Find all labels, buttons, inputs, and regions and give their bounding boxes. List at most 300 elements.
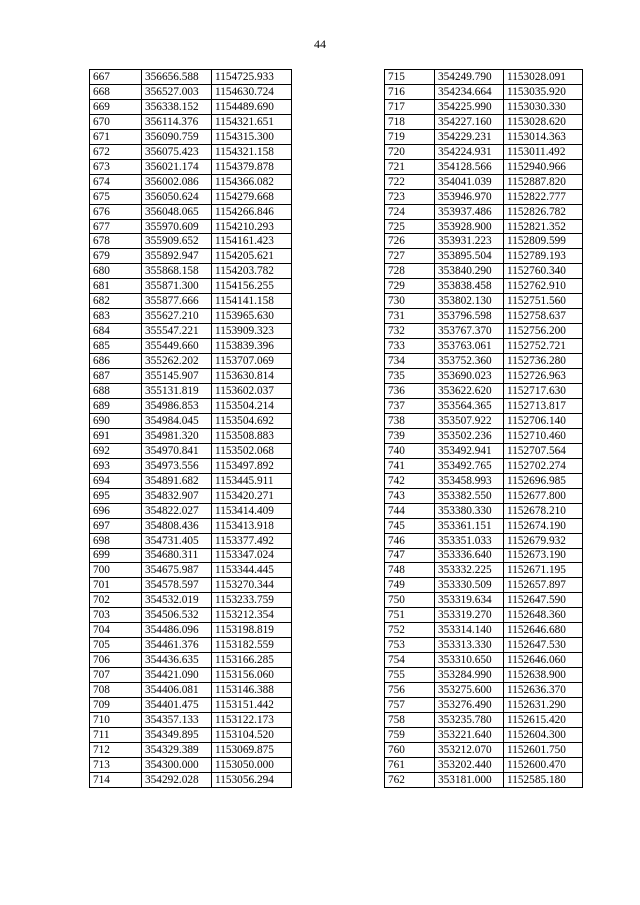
table-row bbox=[385, 458, 583, 473]
point-number-cell: 731 bbox=[385, 309, 435, 324]
point-number-cell: 725 bbox=[385, 219, 435, 234]
y-coordinate-cell: 1153445.911 bbox=[212, 473, 292, 488]
y-coordinate-cell: 1152707.564 bbox=[504, 443, 583, 458]
point-number-cell: 726 bbox=[385, 234, 435, 249]
table-row bbox=[385, 144, 583, 159]
point-number-cell: 682 bbox=[90, 294, 142, 309]
point-number-cell: 733 bbox=[385, 339, 435, 354]
y-coordinate-cell: 1152674.190 bbox=[504, 518, 583, 533]
table-row bbox=[385, 757, 583, 772]
table-row bbox=[385, 234, 583, 249]
x-coordinate-cell: 353928.900 bbox=[435, 219, 504, 234]
y-coordinate-cell: 1152713.817 bbox=[504, 398, 583, 413]
table-row bbox=[90, 443, 292, 458]
point-number-cell: 696 bbox=[90, 503, 142, 518]
table-row bbox=[90, 339, 292, 354]
table-row bbox=[385, 264, 583, 279]
table-row bbox=[385, 653, 583, 668]
x-coordinate-cell: 354984.045 bbox=[142, 413, 212, 428]
table-row bbox=[90, 144, 292, 159]
point-number-cell: 729 bbox=[385, 279, 435, 294]
x-coordinate-cell: 353492.765 bbox=[435, 458, 504, 473]
point-number-cell: 724 bbox=[385, 204, 435, 219]
point-number-cell: 727 bbox=[385, 249, 435, 264]
table-row bbox=[90, 593, 292, 608]
y-coordinate-cell: 1153347.024 bbox=[212, 548, 292, 563]
y-coordinate-cell: 1152671.195 bbox=[504, 563, 583, 578]
point-number-cell: 718 bbox=[385, 114, 435, 129]
y-coordinate-cell: 1152710.460 bbox=[504, 428, 583, 443]
point-number-cell: 690 bbox=[90, 413, 142, 428]
y-coordinate-cell: 1152636.370 bbox=[504, 683, 583, 698]
x-coordinate-cell: 353319.634 bbox=[435, 593, 504, 608]
point-number-cell: 744 bbox=[385, 503, 435, 518]
x-coordinate-cell: 353622.620 bbox=[435, 384, 504, 399]
x-coordinate-cell: 353284.990 bbox=[435, 668, 504, 683]
y-coordinate-cell: 1153630.814 bbox=[212, 369, 292, 384]
y-coordinate-cell: 1152600.470 bbox=[504, 757, 583, 772]
page-number: 44 bbox=[314, 37, 326, 51]
table-row bbox=[385, 324, 583, 339]
point-number-cell: 720 bbox=[385, 144, 435, 159]
table-row bbox=[90, 638, 292, 653]
table-row bbox=[90, 354, 292, 369]
y-coordinate-cell: 1152679.932 bbox=[504, 533, 583, 548]
y-coordinate-cell: 1153420.271 bbox=[212, 488, 292, 503]
y-coordinate-cell: 1152762.910 bbox=[504, 279, 583, 294]
x-coordinate-cell: 353181.000 bbox=[435, 772, 504, 787]
table-row bbox=[90, 413, 292, 428]
point-number-cell: 683 bbox=[90, 309, 142, 324]
table-row bbox=[90, 458, 292, 473]
table-row bbox=[385, 114, 583, 129]
y-coordinate-cell: 1152585.180 bbox=[504, 772, 583, 787]
table-row bbox=[90, 623, 292, 638]
point-number-cell: 756 bbox=[385, 683, 435, 698]
y-coordinate-cell: 1154279.668 bbox=[212, 189, 292, 204]
y-coordinate-cell: 1152736.280 bbox=[504, 354, 583, 369]
point-number-cell: 709 bbox=[90, 698, 142, 713]
y-coordinate-cell: 1153707.069 bbox=[212, 354, 292, 369]
y-coordinate-cell: 1152940.966 bbox=[504, 159, 583, 174]
point-number-cell: 691 bbox=[90, 428, 142, 443]
y-coordinate-cell: 1153377.492 bbox=[212, 533, 292, 548]
x-coordinate-cell: 354421.090 bbox=[142, 668, 212, 683]
y-coordinate-cell: 1154321.158 bbox=[212, 144, 292, 159]
x-coordinate-cell: 354225.990 bbox=[435, 99, 504, 114]
point-number-cell: 707 bbox=[90, 668, 142, 683]
point-number-cell: 719 bbox=[385, 129, 435, 144]
table-row bbox=[90, 264, 292, 279]
x-coordinate-cell: 356021.174 bbox=[142, 159, 212, 174]
y-coordinate-cell: 1153602.037 bbox=[212, 384, 292, 399]
table-row bbox=[385, 593, 583, 608]
x-coordinate-cell: 355868.158 bbox=[142, 264, 212, 279]
table-row bbox=[90, 503, 292, 518]
x-coordinate-cell: 354461.376 bbox=[142, 638, 212, 653]
y-coordinate-cell: 1152696.985 bbox=[504, 473, 583, 488]
y-coordinate-cell: 1153011.492 bbox=[504, 144, 583, 159]
point-number-cell: 694 bbox=[90, 473, 142, 488]
y-coordinate-cell: 1152604.300 bbox=[504, 727, 583, 742]
x-coordinate-cell: 355877.666 bbox=[142, 294, 212, 309]
x-coordinate-cell: 354822.027 bbox=[142, 503, 212, 518]
point-number-cell: 747 bbox=[385, 548, 435, 563]
point-number-cell: 722 bbox=[385, 174, 435, 189]
point-number-cell: 698 bbox=[90, 533, 142, 548]
x-coordinate-cell: 355262.202 bbox=[142, 354, 212, 369]
y-coordinate-cell: 1153028.091 bbox=[504, 70, 583, 85]
y-coordinate-cell: 1153050.000 bbox=[212, 757, 292, 772]
y-coordinate-cell: 1153122.173 bbox=[212, 712, 292, 727]
point-number-cell: 675 bbox=[90, 189, 142, 204]
point-number-cell: 687 bbox=[90, 369, 142, 384]
point-number-cell: 717 bbox=[385, 99, 435, 114]
table-row bbox=[385, 578, 583, 593]
x-coordinate-cell: 353382.550 bbox=[435, 488, 504, 503]
table-row bbox=[385, 174, 583, 189]
y-coordinate-cell: 1153156.060 bbox=[212, 668, 292, 683]
x-coordinate-cell: 354234.664 bbox=[435, 84, 504, 99]
y-coordinate-cell: 1152756.200 bbox=[504, 324, 583, 339]
point-number-cell: 697 bbox=[90, 518, 142, 533]
x-coordinate-cell: 354973.556 bbox=[142, 458, 212, 473]
x-coordinate-cell: 353767.370 bbox=[435, 324, 504, 339]
x-coordinate-cell: 353937.486 bbox=[435, 204, 504, 219]
table-row bbox=[90, 129, 292, 144]
x-coordinate-cell: 353946.970 bbox=[435, 189, 504, 204]
x-coordinate-cell: 353492.941 bbox=[435, 443, 504, 458]
x-coordinate-cell: 353314.140 bbox=[435, 623, 504, 638]
table-row bbox=[385, 488, 583, 503]
point-number-cell: 715 bbox=[385, 70, 435, 85]
table-row bbox=[385, 533, 583, 548]
y-coordinate-cell: 1153502.068 bbox=[212, 443, 292, 458]
x-coordinate-cell: 356075.423 bbox=[142, 144, 212, 159]
x-coordinate-cell: 354578.597 bbox=[142, 578, 212, 593]
x-coordinate-cell: 356002.086 bbox=[142, 174, 212, 189]
point-number-cell: 743 bbox=[385, 488, 435, 503]
x-coordinate-cell: 354349.895 bbox=[142, 727, 212, 742]
table-row bbox=[90, 533, 292, 548]
x-coordinate-cell: 354329.389 bbox=[142, 742, 212, 757]
table-row bbox=[385, 712, 583, 727]
x-coordinate-cell: 355627.210 bbox=[142, 309, 212, 324]
y-coordinate-cell: 1154321.651 bbox=[212, 114, 292, 129]
table-row bbox=[385, 413, 583, 428]
point-number-cell: 762 bbox=[385, 772, 435, 787]
point-number-cell: 739 bbox=[385, 428, 435, 443]
y-coordinate-cell: 1152646.680 bbox=[504, 623, 583, 638]
table-row bbox=[385, 683, 583, 698]
table-row bbox=[90, 189, 292, 204]
table-row bbox=[385, 428, 583, 443]
table-row bbox=[385, 608, 583, 623]
y-coordinate-cell: 1154489.690 bbox=[212, 99, 292, 114]
point-number-cell: 670 bbox=[90, 114, 142, 129]
y-coordinate-cell: 1153028.620 bbox=[504, 114, 583, 129]
y-coordinate-cell: 1153198.819 bbox=[212, 623, 292, 638]
x-coordinate-cell: 354680.311 bbox=[142, 548, 212, 563]
point-number-cell: 713 bbox=[90, 757, 142, 772]
table-row bbox=[90, 742, 292, 757]
table-row bbox=[385, 518, 583, 533]
point-number-cell: 674 bbox=[90, 174, 142, 189]
y-coordinate-cell: 1153344.445 bbox=[212, 563, 292, 578]
y-coordinate-cell: 1154379.878 bbox=[212, 159, 292, 174]
point-number-cell: 760 bbox=[385, 742, 435, 757]
x-coordinate-cell: 354300.000 bbox=[142, 757, 212, 772]
table-row bbox=[385, 772, 583, 787]
table-row bbox=[90, 114, 292, 129]
point-number-cell: 677 bbox=[90, 219, 142, 234]
table-row bbox=[90, 70, 292, 85]
x-coordinate-cell: 354401.475 bbox=[142, 698, 212, 713]
x-coordinate-cell: 354229.231 bbox=[435, 129, 504, 144]
point-number-cell: 732 bbox=[385, 324, 435, 339]
table-row bbox=[90, 279, 292, 294]
x-coordinate-cell: 354986.853 bbox=[142, 398, 212, 413]
y-coordinate-cell: 1153508.883 bbox=[212, 428, 292, 443]
x-coordinate-cell: 353564.365 bbox=[435, 398, 504, 413]
point-number-cell: 703 bbox=[90, 608, 142, 623]
x-coordinate-cell: 354832.907 bbox=[142, 488, 212, 503]
table-row bbox=[385, 339, 583, 354]
table-row bbox=[385, 398, 583, 413]
point-number-cell: 736 bbox=[385, 384, 435, 399]
x-coordinate-cell: 354227.160 bbox=[435, 114, 504, 129]
table-row bbox=[385, 309, 583, 324]
point-number-cell: 758 bbox=[385, 712, 435, 727]
point-number-cell: 695 bbox=[90, 488, 142, 503]
point-number-cell: 672 bbox=[90, 144, 142, 159]
point-number-cell: 735 bbox=[385, 369, 435, 384]
table-row bbox=[90, 548, 292, 563]
table-row bbox=[90, 204, 292, 219]
point-number-cell: 679 bbox=[90, 249, 142, 264]
y-coordinate-cell: 1152752.721 bbox=[504, 339, 583, 354]
y-coordinate-cell: 1152631.290 bbox=[504, 698, 583, 713]
x-coordinate-cell: 354891.682 bbox=[142, 473, 212, 488]
x-coordinate-cell: 353332.225 bbox=[435, 563, 504, 578]
coordinates-table-right bbox=[384, 69, 583, 788]
table-row bbox=[90, 578, 292, 593]
table-row bbox=[385, 623, 583, 638]
table-row bbox=[90, 384, 292, 399]
point-number-cell: 749 bbox=[385, 578, 435, 593]
x-coordinate-cell: 354981.320 bbox=[142, 428, 212, 443]
x-coordinate-cell: 354041.039 bbox=[435, 174, 504, 189]
y-coordinate-cell: 1152822.777 bbox=[504, 189, 583, 204]
point-number-cell: 705 bbox=[90, 638, 142, 653]
y-coordinate-cell: 1152638.900 bbox=[504, 668, 583, 683]
x-coordinate-cell: 353763.061 bbox=[435, 339, 504, 354]
table-row bbox=[385, 70, 583, 85]
point-number-cell: 708 bbox=[90, 683, 142, 698]
table-row bbox=[385, 638, 583, 653]
x-coordinate-cell: 353319.270 bbox=[435, 608, 504, 623]
y-coordinate-cell: 1152751.560 bbox=[504, 294, 583, 309]
table-row bbox=[90, 563, 292, 578]
x-coordinate-cell: 356656.588 bbox=[142, 70, 212, 85]
point-number-cell: 702 bbox=[90, 593, 142, 608]
y-coordinate-cell: 1153909.323 bbox=[212, 324, 292, 339]
y-coordinate-cell: 1152789.193 bbox=[504, 249, 583, 264]
table-row bbox=[385, 99, 583, 114]
point-number-cell: 676 bbox=[90, 204, 142, 219]
x-coordinate-cell: 353802.130 bbox=[435, 294, 504, 309]
x-coordinate-cell: 353202.440 bbox=[435, 757, 504, 772]
table-row bbox=[385, 249, 583, 264]
table-row bbox=[90, 488, 292, 503]
table-row bbox=[90, 653, 292, 668]
table-row bbox=[385, 384, 583, 399]
point-number-cell: 723 bbox=[385, 189, 435, 204]
table-row bbox=[90, 473, 292, 488]
x-coordinate-cell: 353310.650 bbox=[435, 653, 504, 668]
point-number-cell: 712 bbox=[90, 742, 142, 757]
y-coordinate-cell: 1153497.892 bbox=[212, 458, 292, 473]
table-row bbox=[385, 84, 583, 99]
x-coordinate-cell: 353507.922 bbox=[435, 413, 504, 428]
point-number-cell: 689 bbox=[90, 398, 142, 413]
y-coordinate-cell: 1154315.300 bbox=[212, 129, 292, 144]
y-coordinate-cell: 1153104.520 bbox=[212, 727, 292, 742]
table-row bbox=[90, 249, 292, 264]
y-coordinate-cell: 1154725.933 bbox=[212, 70, 292, 85]
point-number-cell: 742 bbox=[385, 473, 435, 488]
table-row bbox=[90, 99, 292, 114]
table-row bbox=[385, 204, 583, 219]
y-coordinate-cell: 1152706.140 bbox=[504, 413, 583, 428]
x-coordinate-cell: 354731.405 bbox=[142, 533, 212, 548]
x-coordinate-cell: 355892.947 bbox=[142, 249, 212, 264]
point-number-cell: 710 bbox=[90, 712, 142, 727]
table-body bbox=[385, 70, 583, 788]
y-coordinate-cell: 1153504.692 bbox=[212, 413, 292, 428]
point-number-cell: 745 bbox=[385, 518, 435, 533]
table-row bbox=[385, 189, 583, 204]
y-coordinate-cell: 1152678.210 bbox=[504, 503, 583, 518]
table-row bbox=[385, 503, 583, 518]
x-coordinate-cell: 356114.376 bbox=[142, 114, 212, 129]
point-number-cell: 700 bbox=[90, 563, 142, 578]
y-coordinate-cell: 1153014.363 bbox=[504, 129, 583, 144]
x-coordinate-cell: 355131.819 bbox=[142, 384, 212, 399]
y-coordinate-cell: 1153056.294 bbox=[212, 772, 292, 787]
x-coordinate-cell: 353361.151 bbox=[435, 518, 504, 533]
table-row bbox=[90, 518, 292, 533]
y-coordinate-cell: 1153413.918 bbox=[212, 518, 292, 533]
x-coordinate-cell: 353796.598 bbox=[435, 309, 504, 324]
point-number-cell: 751 bbox=[385, 608, 435, 623]
table-row bbox=[90, 668, 292, 683]
table-row bbox=[385, 698, 583, 713]
y-coordinate-cell: 1154630.724 bbox=[212, 84, 292, 99]
point-number-cell: 759 bbox=[385, 727, 435, 742]
y-coordinate-cell: 1152758.637 bbox=[504, 309, 583, 324]
point-number-cell: 669 bbox=[90, 99, 142, 114]
point-number-cell: 701 bbox=[90, 578, 142, 593]
y-coordinate-cell: 1154161.423 bbox=[212, 234, 292, 249]
x-coordinate-cell: 354486.096 bbox=[142, 623, 212, 638]
table-row bbox=[385, 369, 583, 384]
x-coordinate-cell: 353212.070 bbox=[435, 742, 504, 757]
table-row bbox=[90, 324, 292, 339]
point-number-cell: 688 bbox=[90, 384, 142, 399]
x-coordinate-cell: 354224.931 bbox=[435, 144, 504, 159]
x-coordinate-cell: 354357.133 bbox=[142, 712, 212, 727]
x-coordinate-cell: 353458.993 bbox=[435, 473, 504, 488]
y-coordinate-cell: 1154205.621 bbox=[212, 249, 292, 264]
table-row bbox=[385, 548, 583, 563]
y-coordinate-cell: 1153270.344 bbox=[212, 578, 292, 593]
table-row bbox=[385, 563, 583, 578]
y-coordinate-cell: 1152647.530 bbox=[504, 638, 583, 653]
table-row bbox=[90, 294, 292, 309]
table-row bbox=[90, 309, 292, 324]
table-row bbox=[90, 712, 292, 727]
point-number-cell: 680 bbox=[90, 264, 142, 279]
point-number-cell: 748 bbox=[385, 563, 435, 578]
point-number-cell: 734 bbox=[385, 354, 435, 369]
y-coordinate-cell: 1152647.590 bbox=[504, 593, 583, 608]
y-coordinate-cell: 1152646.060 bbox=[504, 653, 583, 668]
table-row bbox=[385, 473, 583, 488]
point-number-cell: 699 bbox=[90, 548, 142, 563]
x-coordinate-cell: 355871.300 bbox=[142, 279, 212, 294]
x-coordinate-cell: 353313.330 bbox=[435, 638, 504, 653]
x-coordinate-cell: 354249.790 bbox=[435, 70, 504, 85]
y-coordinate-cell: 1152826.782 bbox=[504, 204, 583, 219]
point-number-cell: 668 bbox=[90, 84, 142, 99]
point-number-cell: 741 bbox=[385, 458, 435, 473]
table-row bbox=[90, 608, 292, 623]
y-coordinate-cell: 1152601.750 bbox=[504, 742, 583, 757]
table-row bbox=[90, 683, 292, 698]
point-number-cell: 711 bbox=[90, 727, 142, 742]
x-coordinate-cell: 353275.600 bbox=[435, 683, 504, 698]
point-number-cell: 752 bbox=[385, 623, 435, 638]
y-coordinate-cell: 1153030.330 bbox=[504, 99, 583, 114]
table-row bbox=[385, 159, 583, 174]
y-coordinate-cell: 1152809.599 bbox=[504, 234, 583, 249]
y-coordinate-cell: 1154366.082 bbox=[212, 174, 292, 189]
x-coordinate-cell: 353330.509 bbox=[435, 578, 504, 593]
coordinates-table-left bbox=[89, 69, 292, 788]
y-coordinate-cell: 1154210.293 bbox=[212, 219, 292, 234]
point-number-cell: 716 bbox=[385, 84, 435, 99]
y-coordinate-cell: 1153151.442 bbox=[212, 698, 292, 713]
table-row bbox=[90, 428, 292, 443]
x-coordinate-cell: 355547.221 bbox=[142, 324, 212, 339]
x-coordinate-cell: 355909.652 bbox=[142, 234, 212, 249]
point-number-cell: 686 bbox=[90, 354, 142, 369]
point-number-cell: 693 bbox=[90, 458, 142, 473]
table-row bbox=[90, 398, 292, 413]
point-number-cell: 753 bbox=[385, 638, 435, 653]
y-coordinate-cell: 1153414.409 bbox=[212, 503, 292, 518]
x-coordinate-cell: 353336.640 bbox=[435, 548, 504, 563]
point-number-cell: 757 bbox=[385, 698, 435, 713]
x-coordinate-cell: 354808.436 bbox=[142, 518, 212, 533]
x-coordinate-cell: 356090.759 bbox=[142, 129, 212, 144]
x-coordinate-cell: 354506.532 bbox=[142, 608, 212, 623]
table-row bbox=[385, 219, 583, 234]
x-coordinate-cell: 356050.624 bbox=[142, 189, 212, 204]
x-coordinate-cell: 353752.360 bbox=[435, 354, 504, 369]
point-number-cell: 728 bbox=[385, 264, 435, 279]
